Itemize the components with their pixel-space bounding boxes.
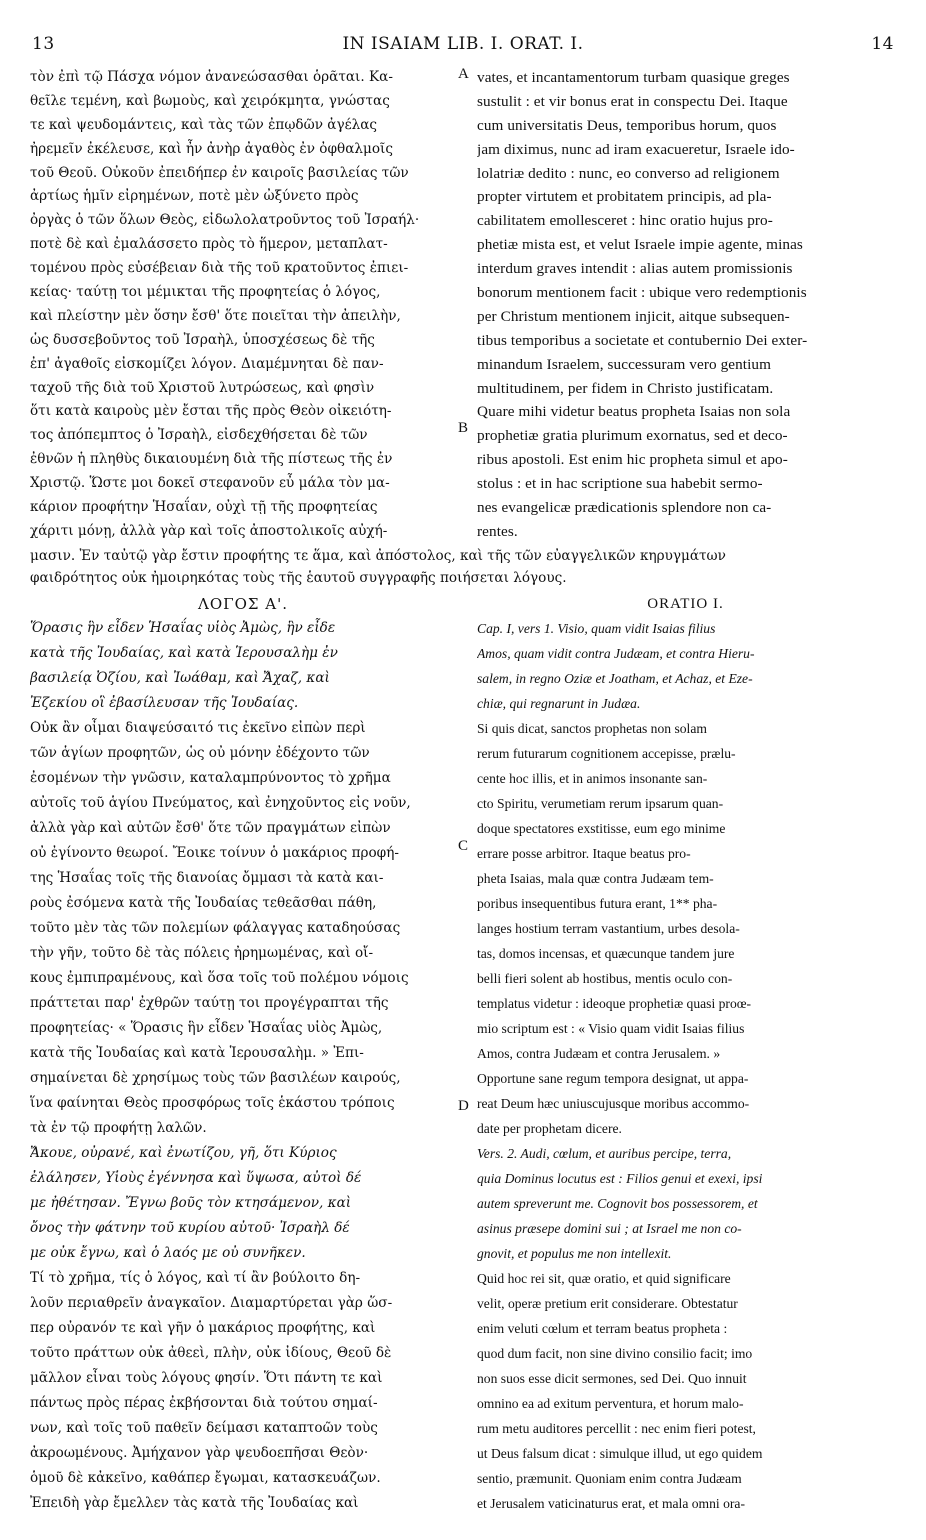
greek-line: τὴν γῆν, τοῦτο δὲ τὰς πόλεις ἠρημωμένας, καὶ οἴ- (30, 945, 374, 961)
greek-line: Ἐζεκίου οἳ ἐβασίλευσαν τῆς Ἰουδαίας. (30, 695, 299, 711)
latin-line: rentes. (477, 522, 518, 540)
latin-line: doque spectatores exstitisse, eum ego minime (477, 821, 726, 836)
latin-line: enim veluti cœlum et terram beatus propheta : (477, 1321, 728, 1336)
latin-heading-wrap (477, 592, 894, 1516)
greek-line: προφητείας· « Ὅρασις ἣν εἶδεν Ἡσαΐας υἱὸς Ἀμὼς, (30, 1020, 383, 1036)
full-width-line-1: μασιν. Ἐν ταὐτῷ γὰρ ἔστιν προφήτης τε ἅμα, καὶ ἀπόστολος, καὶ τῆς τῶν εὐαγγελικῶν κηρυγμάτων (30, 548, 726, 564)
greek-line: περ οὐρανόν τε καὶ γῆν ὁ μακάριος προφήτης, καὶ (30, 1320, 376, 1336)
greek-line: ροὺς ἐσόμενα κατὰ τῆς Ἰουδαίας τεθεᾶσθαι πάθη, (30, 895, 377, 911)
greek-line: ἠρεμεῖν ἐκέλευσε, καὶ ἦν ἀνὴρ ἀγαθὸς ἐν ὀφθαλμοῖς (30, 140, 393, 157)
latin-line: nes evangelicæ prædicationis splendore non ca- (477, 499, 772, 517)
latin-line: phetiæ mista est, et velut Israele impie agente, minas (477, 236, 803, 254)
latin-line: Si quis dicat, sanctos prophetas non solam (477, 721, 707, 736)
greek-line: κατὰ τῆς Ἰουδαίας, καὶ κατὰ Ἱερουσαλὴμ ἐν (30, 645, 338, 661)
greek-line: ἀρτίως ἡμῖν εἰρημένων, ποτὲ μὲν ὠξύνετο πρὸς (30, 188, 359, 205)
latin-line: jam diximus, nunc ad iram exacueretur, Israele ido- (477, 140, 795, 158)
greek-line: ἐθνῶν ἡ πληθὺς δικαιουμένη διὰ τῆς πίστεως τῆς ἐν (30, 451, 393, 468)
greek-line: τοῦτο μὲν τὰς τῶν πολεμίων φάλαγγας καταδηούσας (30, 920, 401, 936)
latin-line: gnovit, et populus me non intellexit. (477, 1246, 672, 1261)
greek-line: σημαίνεται δὲ χρησίμως τοὺς τῶν βασιλέων καιρούς, (30, 1070, 401, 1086)
latin-line: ribus apostoli. Est enim hic propheta simul et apo- (477, 451, 788, 469)
latin-line: quod dum facit, non sine divino consilio facit; imo (477, 1346, 753, 1361)
latin-line: tas, domos incensas, et quæcunque tandem jure (477, 946, 735, 961)
greek-line: Τί τὸ χρῆμα, τίς ὁ λόγος, καὶ τί ἂν βούλοιτο δη- (30, 1270, 361, 1286)
greek-line: τοῦ Θεοῦ. Οὐκοῦν ἐπειδήπερ ἐν καιροῖς βασιλείας τῶν (30, 164, 409, 181)
greek-line: τῶν ἁγίων προφητῶν, ὡς οὐ μόνην ἐδέχοντο τῶν (30, 745, 370, 761)
latin-line: Amos, contra Judæam et contra Jerusalem. » (477, 1046, 721, 1061)
latin-line: stolus : et in hac scriptione sua habebit sermo- (477, 475, 763, 493)
greek-line: λοῦν περιαθρεῖν ἀναγκαῖον. Διαμαρτύρεται γὰρ ὥσ- (30, 1295, 393, 1311)
latin-line: mio scriptum est : « Visio quam vidit Isaias filius (477, 1021, 745, 1036)
latin-line: salem, in regno Oziæ et Joatham, et Achaz, et Eze- (477, 671, 753, 686)
greek-line: αὐτοῖς τοῦ ἁγίου Πνεύματος, καὶ ἐνηχοῦντος εἰς νοῦν, (30, 795, 411, 811)
latin-line: bonorum mentionem facit : ubique vero redemptionis (477, 284, 807, 302)
latin-line: omnino ea ad exitum perventura, et horum malo- (477, 1396, 744, 1411)
greek-line: ὅτι κατὰ καιροὺς μὲν ἔσται τῆς πρὸς Θεὸν οἰκειότη- (30, 403, 392, 420)
latin-line: Quare mihi videtur beatus propheta Isaias non sola (477, 403, 791, 421)
full-width-line-2: φαιδρότητος οὐκ ἠμοιρηκότας τοὺς τῆς ἑαυτοῦ συγγραφῆς ποιήσεται λόγους. (30, 570, 567, 586)
greek-line: ἐλάλησεν, Υἱοὺς ἐγέννησα καὶ ὕψωσα, αὐτοὶ δέ (30, 1170, 362, 1186)
latin-line: cente hoc illis, et in animos insonante san- (477, 771, 708, 786)
greek-line: ὀργὰς ὁ τῶν ὅλων Θεὸς, εἰδωλολατροῦντος τοῦ Ἰσραήλ· (30, 212, 420, 229)
margin-marker-c: C (458, 838, 469, 854)
latin-line: langes hostium terram vastantium, urbes desola- (477, 921, 740, 936)
latin-line: et Jerusalem vaticinaturus erat, et mala omni ora- (477, 1496, 745, 1511)
latin-line: vates, et incantamentorum turbam quasique greges (477, 69, 790, 86)
latin-bottom-text (477, 616, 894, 1516)
greek-line: Ὅρασις ἣν εἶδεν Ἡσαΐας υἱὸς Ἀμὼς, ἣν εἶδε (30, 620, 336, 636)
latin-line: propter virtutem et probitatem principis, ad pla- (477, 188, 772, 206)
latin-line: autem spreverunt me. Cognovit bos possessorem, et (477, 1196, 758, 1211)
latin-line: minandum Israelem, successuram vero gentium (477, 355, 772, 373)
latin-line: poribus insequentibus futura erant, 1** pha- (477, 896, 718, 911)
greek-line: μᾶλλον εἶναι τοὺς λόγους φησίν. Ὅτι πάντη τε καὶ (30, 1370, 383, 1386)
greek-line: ἵνα φαίνηται Θεὸς προσφόρως τοῖς ἑκάστου τρόποις (30, 1095, 395, 1111)
greek-line: τοῦτο πράττων οὐκ ἀθεεὶ, πλὴν, οὐκ ἰδίους, Θεοῦ δὲ (30, 1345, 392, 1361)
greek-line: με ἠθέτησαν. Ἔγνω βοῦς τὸν κτησάμενον, καὶ (30, 1195, 352, 1211)
greek-line: ἀλλὰ γὰρ καὶ αὐτῶν ἔσθ' ὅτε τῶν πραγμάτων εἰπὼν (30, 820, 391, 836)
latin-line: interdum graves intendit : alias autem promissionis (477, 260, 793, 278)
greek-heading-wrap (30, 592, 456, 1516)
latin-line: Amos, quam vidit contra Judæam, et contra Hieru- (477, 646, 755, 661)
greek-line: τε καὶ ψευδομάντεις, καὶ τὰς τῶν ἐπῳδῶν ἀγέλας (30, 116, 378, 133)
latin-line: non suos esse dicit sermones, sed Dei. Quo innuit (477, 1371, 747, 1386)
greek-line: τομένου πρὸς εὐσέβειαν διὰ τῆς τοῦ κρατοῦντος ἐπιει- (30, 260, 409, 277)
latin-line: pheta Isaias, mala quæ contra Judæam tem- (477, 871, 714, 886)
greek-line: Οὐκ ἂν οἶμαι διαψεύσαιτό τις ἐκεῖνο εἰπὼν περὶ (30, 720, 366, 736)
latin-line: errare posse arbitror. Itaque beatus pro- (477, 846, 691, 861)
latin-line: Cap. I, vers 1. Visio, quam vidit Isaias filius (477, 621, 716, 636)
latin-line: multitudinem, per fidem in Christo justificatam. (477, 379, 774, 397)
greek-line: Ἄκουε, οὐρανέ, καὶ ἐνωτίζου, γῆ, ὅτι Κύριος (30, 1145, 337, 1161)
greek-line: ποτὲ δὲ καὶ ἐμαλάσσετο πρὸς τὸ ἥμερον, μεταπλατ- (30, 236, 388, 253)
latin-line: asinus præsepe domini sui ; at Israel me non co- (477, 1221, 742, 1236)
latin-column (477, 66, 894, 544)
margin-marker-b: B (458, 420, 469, 436)
greek-line: ἐσομένων τὴν γνῶσιν, καταλαμπρύνοντος τὸ χρῆμα (30, 770, 391, 786)
page-number-left: 13 (32, 34, 55, 54)
greek-line: ἐπ' ἀγαθοῖς εἰσκομίζει λόγον. Διαμέμνηται δὲ παν- (30, 355, 384, 372)
latin-line: cum universitatis Deus, temporibus horum, quos (477, 116, 777, 134)
greek-line: πάντως πρὸς πέρας ἐκβήσονται διὰ τούτου σημαί- (30, 1395, 378, 1411)
margin-marker-a: A (458, 66, 469, 82)
latin-line: Opportune sane regum tempora designat, ut appa- (477, 1071, 749, 1086)
greek-line: ὄνος τὴν φάτνην τοῦ κυρίου αὐτοῦ· Ἰσραὴλ δέ (30, 1220, 350, 1236)
latin-line: tibus temporibus a societate et contubernio Dei exter- (477, 331, 808, 349)
greek-column (30, 66, 456, 544)
latin-line: reat Deum hæc uniuscujusque moribus accommo- (477, 1096, 750, 1111)
greek-line: κους ἐμπιπραμένους, καὶ ὅσα τοῖς τοῦ πολέμου νόμοις (30, 970, 409, 986)
latin-line: cabilitatem emollesceret : hinc oratio hujus pro- (477, 212, 773, 230)
greek-line: οὐ ἐγίνοντο θεωροί. Ἔοικε τοίνυν ὁ μακάριος προφή- (30, 845, 399, 861)
greek-section-heading: ΛΟΓΟΣ Α'. (198, 595, 288, 613)
latin-line: Vers. 2. Audi, cœlum, et auribus percipe, terra, (477, 1146, 732, 1161)
greek-line: θεῖλε τεμένη, καὶ βωμοὺς, καὶ χειρόκμητα, γνώστας (30, 92, 390, 109)
latin-line: prophetiæ gratia plurimum exornatus, sed et deco- (477, 427, 788, 445)
greek-line: πράττεται παρ' ἐχθρῶν ταύτῃ τοι προγέγραπται τῆς (30, 995, 389, 1011)
latin-line: sentio, præmunit. Quoniam enim contra Judæam (477, 1471, 742, 1486)
greek-bottom-text (30, 616, 456, 1516)
greek-line: τὰ ἐν τῷ προφήτῃ λαλῶν. (30, 1120, 207, 1136)
latin-line: cto Spiritu, verumetiam rerum ipsarum quan- (477, 796, 724, 811)
greek-line: με οὐκ ἔγνω, καὶ ὁ λαός με οὐ συνῆκεν. (30, 1245, 306, 1261)
greek-line: κάριον προφήτην Ἡσαΐαν, οὐχὶ τῇ τῆς προφητείας (30, 499, 378, 516)
running-title: IN ISAIAM LIB. I. ORAT. I. (342, 34, 584, 54)
running-header (32, 34, 894, 62)
latin-line: velit, operæ pretium erit considerare. Obtestatur (477, 1296, 738, 1311)
greek-line: της Ἡσαΐας τοῖς τῆς διανοίας ὄμμασι τὰ κατὰ και- (30, 870, 384, 886)
greek-top-text (30, 66, 456, 544)
greek-line: καὶ πλείστην μὲν ὅσην ἔσθ' ὅτε ποιεῖται τὴν ἀπειλὴν, (30, 307, 401, 324)
greek-line: βασιλείᾳ Ὀζίου, καὶ Ἰωάθαμ, καὶ Ἄχαζ, καὶ (30, 670, 330, 686)
latin-line: date per prophetam dicere. (477, 1121, 622, 1136)
latin-line: templatus videtur : ideoque prophetiæ quasi proœ- (477, 996, 752, 1011)
latin-line: ut Deus falsum dicat : simulque illud, ut ego quidem (477, 1446, 763, 1461)
greek-line: ἀκροωμένους. Ἀμήχανον γὰρ ψευδοεπῆσαι Θεὸν· (30, 1445, 369, 1461)
latin-line: per Christum mentionem injicit, aitque subsequen- (477, 307, 790, 325)
margin-marker-d: D (458, 1098, 469, 1114)
latin-line: Quid hoc rei sit, quæ oratio, et quid significare (477, 1271, 731, 1286)
greek-line: κατὰ τῆς Ἰουδαίας καὶ κατὰ Ἱερουσαλὴμ. » Ἐπι- (30, 1045, 364, 1061)
greek-line: τὸν ἐπὶ τῷ Πάσχα νόμον ἀνανεώσασθαι ὁρᾶται. Κα- (30, 69, 393, 85)
greek-line: Χριστῷ. Ὥστε μοι δοκεῖ στεφανοῦν εὖ μάλα τὸν μα- (30, 475, 390, 492)
latin-top-text (477, 66, 894, 544)
latin-line: sustulit : et vir bonus erat in conspectu Dei. Itaque (477, 92, 788, 110)
latin-line: lolatriæ dedito : nunc, eo converso ad religionem (477, 164, 780, 182)
latin-line: belli fieri solent ab hostibus, mentis oculo con- (477, 971, 733, 986)
greek-line: κείας· ταύτῃ τοι μέμικται τῆς προφητείας ὁ λόγος, (30, 284, 381, 301)
greek-line: νων, καὶ τοῖς τοῦ παθεῖν δείμασι καταπτοῶν τοὺς (30, 1420, 378, 1436)
latin-line: chiæ, qui regnarunt in Judæa. (477, 696, 641, 711)
latin-line: rum metu auditores percellit : nec enim fieri potest, (477, 1421, 756, 1436)
latin-section-heading: ORATIO I. (647, 596, 724, 612)
page-number-right: 14 (871, 34, 894, 54)
greek-line: ταχοῦ τῆς διὰ τοῦ Χριστοῦ λυτρώσεως, καὶ φησὶν (30, 379, 375, 396)
latin-line: rerum futurarum cognitionem accepisse, prælu- (477, 746, 736, 761)
latin-line: quia Dominus locutus est : Filios genui et exexi, ipsi (477, 1171, 763, 1186)
greek-line: ὁμοῦ δὲ κἀκεῖνο, καθάπερ ἔγωμαι, κατασκευάζων. (30, 1470, 381, 1486)
greek-line: Ἐπειδὴ γὰρ ἔμελλεν τὰς κατὰ τῆς Ἰουδαίας καὶ (30, 1495, 359, 1511)
greek-line: ὡς δυσσεβοῦντος τοῦ Ἰσραὴλ, ὑποσχέσεως δὲ τῆς (30, 331, 375, 348)
greek-line: τος ἀπόπεμπτος ὁ Ἰσραὴλ, εἰσδεχθήσεται δὲ τῶν (30, 427, 368, 444)
greek-line: χάριτι μόνῃ, ἀλλὰ γὰρ καὶ τοῖς ἀποστολικοῖς αὐχή- (30, 522, 388, 539)
